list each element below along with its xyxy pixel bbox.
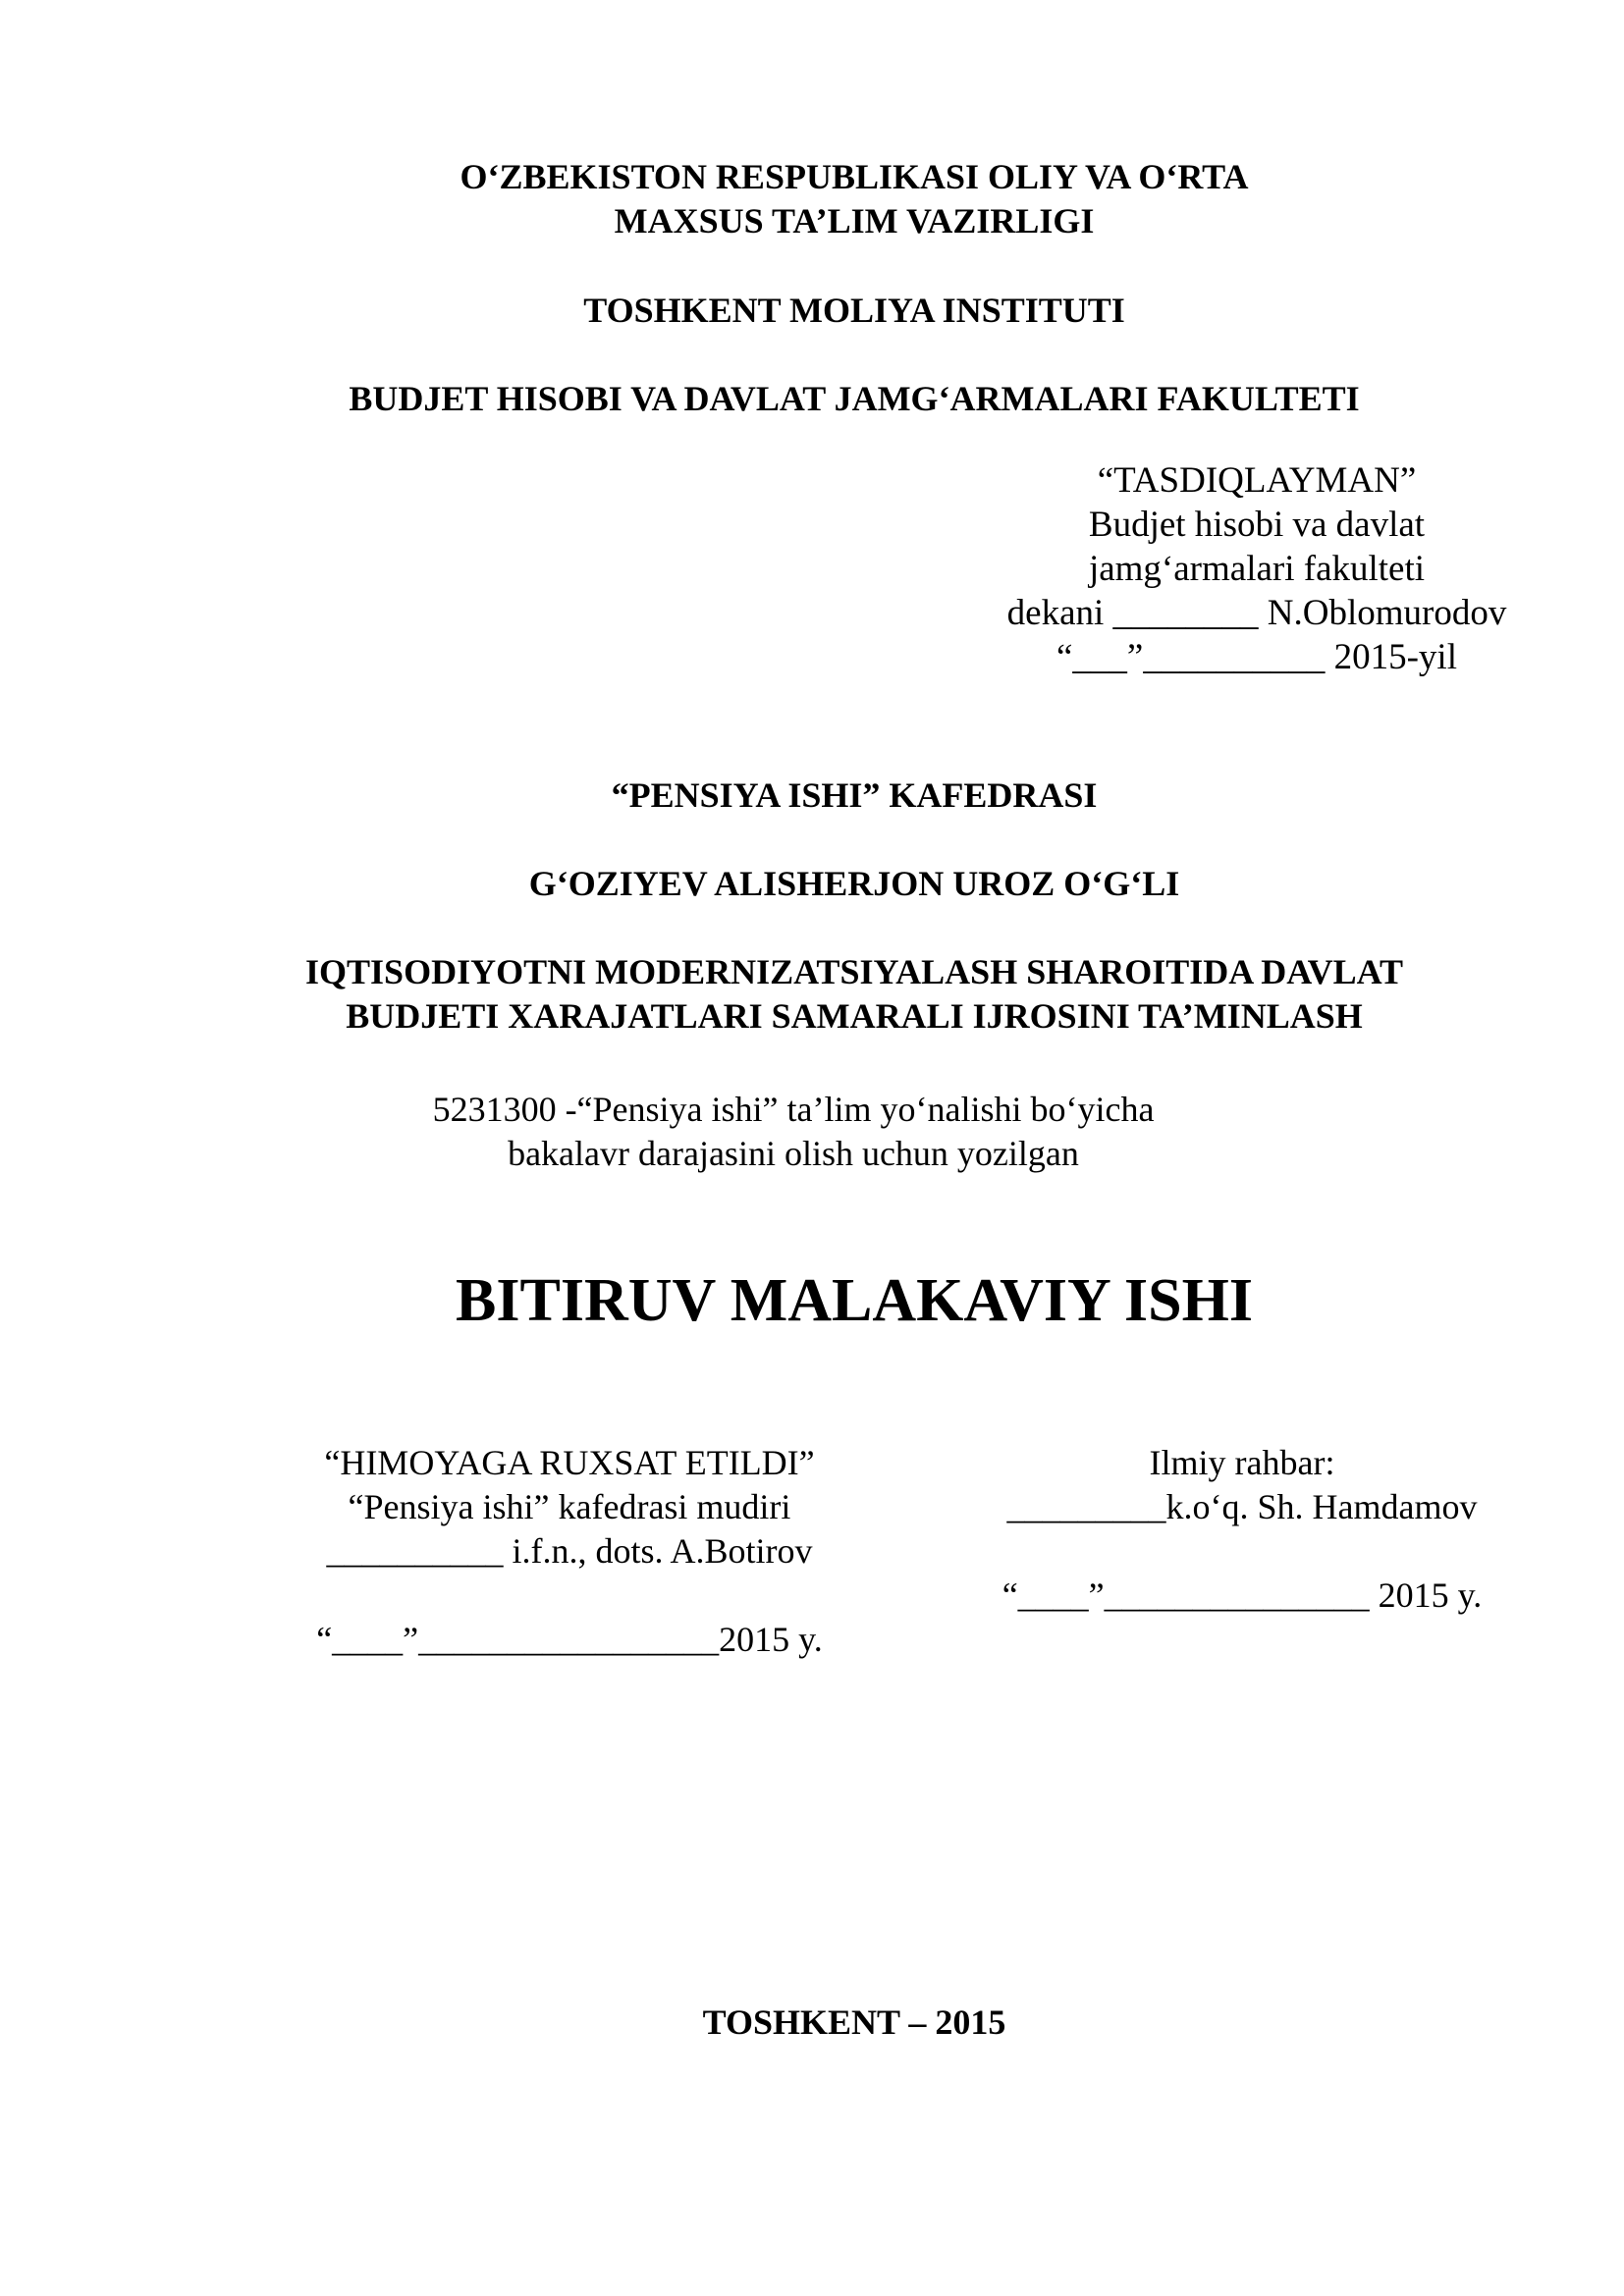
faculty-name: BUDJET HISOBI VA DAVLAT JAMG‘ARMALARI FAKULTETI — [349, 379, 1360, 418]
defense-line-2: __________ i.f.n., dots. A.Botirov — [326, 1531, 813, 1571]
work-type-title: BITIRUV MALAKAVIY ISHI — [456, 1267, 1253, 1334]
topic-line-2: BUDJETI XARAJATLARI SAMARALI IJROSINI TA’MINLASH — [346, 996, 1363, 1036]
purpose-line-1: 5231300 -“Pensiya ishi” ta’lim yo‘nalishi bo‘yicha — [432, 1090, 1155, 1129]
approval-line-4: “___”__________ 2015-yil — [1056, 637, 1457, 677]
footer-city-year: TOSHKENT – 2015 — [702, 2002, 1006, 2042]
defense-title: “HIMOYAGA RUXSAT ETILDI” — [324, 1443, 815, 1482]
supervisor-line-2: “____”_______________ 2015 y. — [1001, 1575, 1483, 1615]
institute-name: TOSHKENT MOLIYA INSTITUTI — [583, 291, 1125, 330]
department-name: “PENSIYA ISHI” KAFEDRASI — [611, 775, 1098, 815]
approval-line-2: jamg‘armalari fakulteti — [1088, 549, 1426, 589]
supervisor-spacer — [967, 1529, 1517, 1574]
defense-line-1: “Pensiya ishi” kafedrasi mudiri — [348, 1487, 791, 1526]
approval-block — [982, 458, 1532, 679]
supervisor-title: Ilmiy rahbar: — [1149, 1443, 1335, 1482]
defense-line-3: “____”_________________2015 y. — [316, 1620, 823, 1659]
student-name: G‘OZIYEV ALISHERJON UROZ O‘G‘LI — [528, 864, 1180, 903]
supervisor-block — [967, 1441, 1517, 1618]
ministry-line-2: MAXSUS TA’LIM VAZIRLIGI — [614, 201, 1095, 240]
approval-title: “TASDIQLAYMAN” — [1097, 460, 1417, 501]
supervisor-line-1: _________k.o‘q. Sh. Hamdamov — [1006, 1487, 1478, 1526]
defense-approval-block — [295, 1441, 844, 1662]
defense-spacer — [295, 1574, 844, 1618]
topic-line-1: IQTISODIYOTNI MODERNIZATSIYALASH SHAROITIDA DAVLAT — [305, 952, 1403, 991]
approval-line-1: Budjet hisobi va davlat — [1088, 505, 1426, 545]
ministry-line-1: O‘ZBEKISTON RESPUBLIKASI OLIY VA O‘RTA — [460, 157, 1249, 196]
purpose-line-2: bakalavr darajasini olish uchun yozilgan — [508, 1134, 1079, 1173]
approval-line-3: dekani ________ N.Oblomurodov — [1006, 593, 1507, 633]
